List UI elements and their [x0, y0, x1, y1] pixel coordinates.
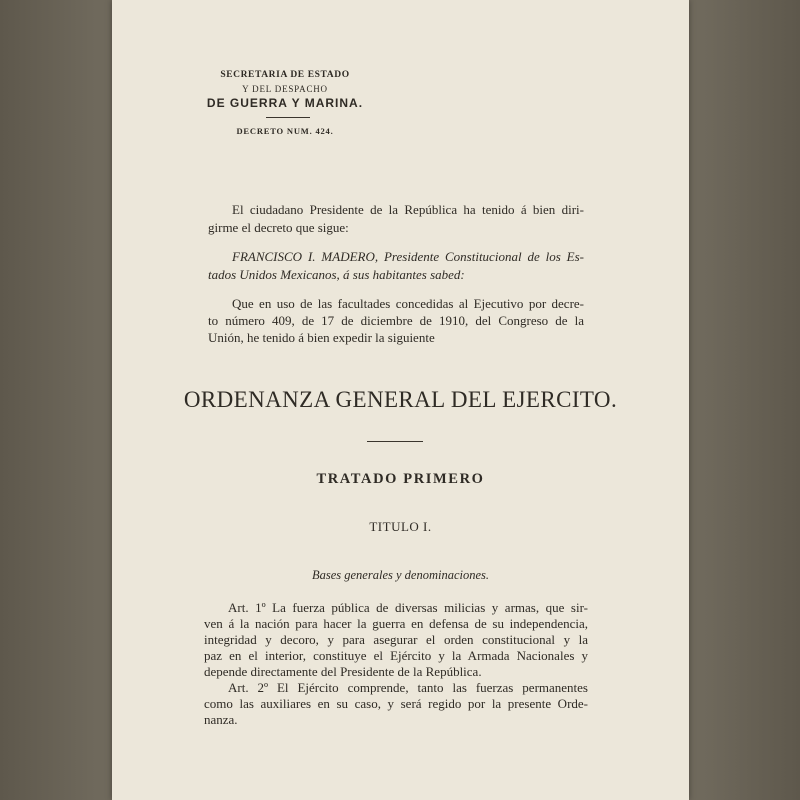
letterhead-divider [266, 117, 310, 118]
intro-paragraph-3-line: Unión, he tenido á bien expedir la siguiente [208, 330, 435, 345]
article-1-line: depende directamente del Presidente de la República. [204, 664, 482, 679]
decree-number: DECRETO NUM. 424. [236, 126, 334, 136]
intro-paragraph-2-line: tados Unidos Mexicanos, á sus habitantes sabed: [208, 267, 465, 282]
title-divider [367, 441, 423, 442]
intro-paragraph-3-line: Que en uso de las facultades concedidas al Ejecutivo por decre- [232, 296, 584, 311]
article-2-line: Art. 2º El Ejército comprende, tanto las fuerzas permanentes [228, 680, 588, 695]
intro-paragraph-1-line: girme el decreto que sigue: [208, 220, 349, 235]
article-2-line: como las auxiliares en su caso, y será regido por la presente Orde- [204, 696, 588, 711]
section-subtitle: Bases generales y denominaciones. [311, 568, 490, 582]
treatise-heading: TRATADO PRIMERO [316, 471, 485, 487]
article-1-line: paz en el interior, constituye el Ejército y la Armada Nacionales y [204, 648, 588, 663]
intro-paragraph-1-line: El ciudadano Presidente de la República ha tenido á bien diri- [232, 202, 584, 217]
article-2-line: nanza. [204, 712, 238, 727]
article-1-line: integridad y decoro, y para asegurar el orden constitucional y la [204, 632, 588, 647]
letterhead-ministry: SECRETARIA DE ESTADO [220, 70, 350, 80]
letterhead-dispatch: Y DEL DESPACHO [242, 84, 328, 94]
document-title: ORDENANZA GENERAL DEL EJERCITO. [183, 387, 618, 412]
article-1-line: ven á la nación para hacer la guerra en defensa de su independencia, [204, 616, 588, 631]
letterhead-department: DE GUERRA Y MARINA. [206, 96, 364, 110]
title-heading: TITULO I. [369, 519, 432, 534]
intro-paragraph-2-line: FRANCISCO I. MADERO, Presidente Constitucional de los Es- [232, 249, 584, 264]
intro-paragraph-3-line: to número 409, de 17 de diciembre de 1910, del Congreso de la [208, 313, 584, 328]
document-page [112, 0, 689, 800]
article-1-line: Art. 1º La fuerza pública de diversas milicias y armas, que sir- [228, 600, 588, 615]
